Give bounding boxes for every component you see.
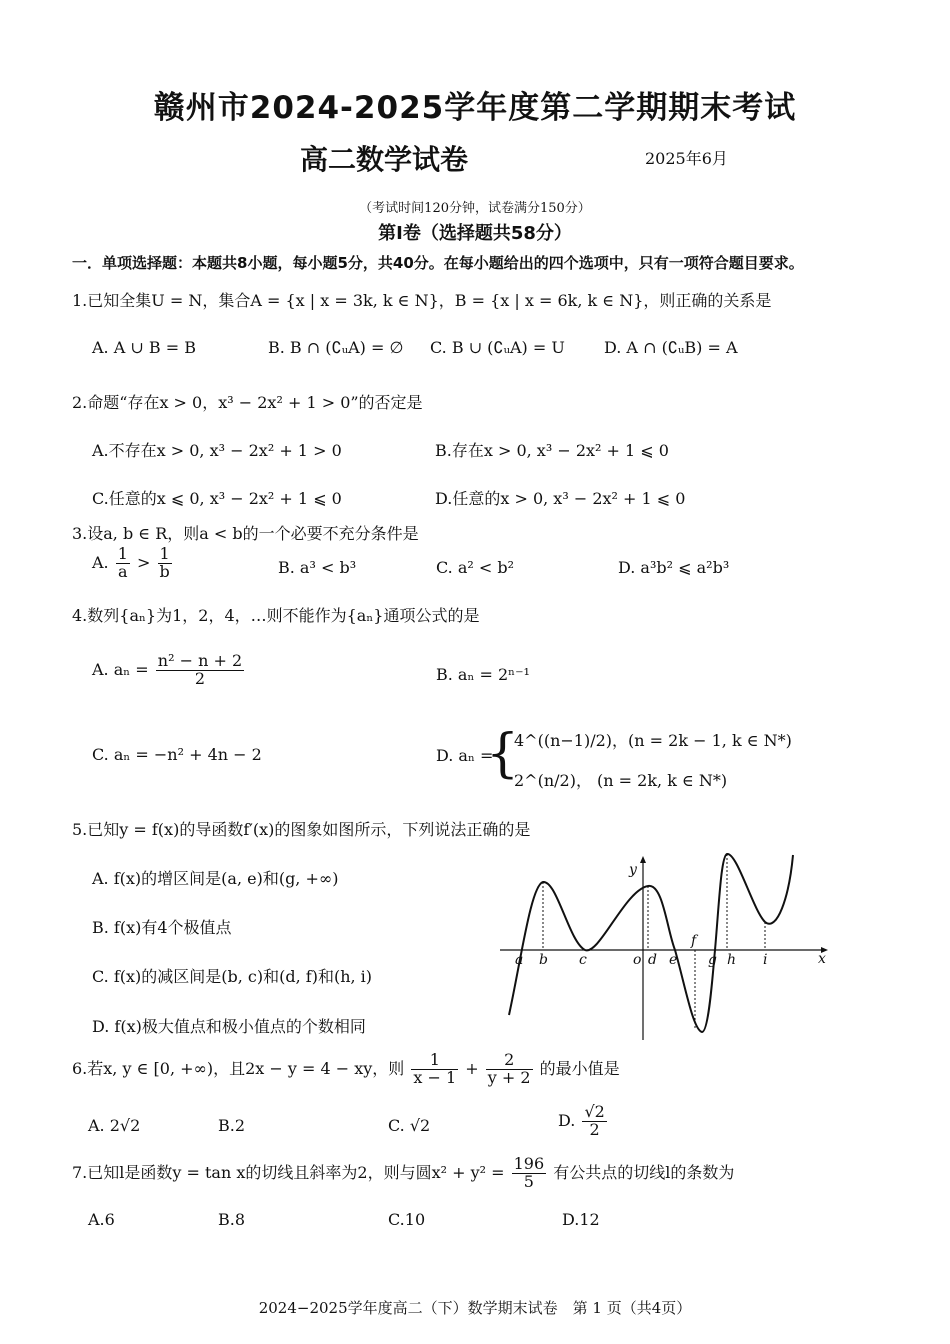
- q6-fraction-1: [411, 1052, 458, 1087]
- q3-option-a: [92, 546, 174, 581]
- q4-option-b: B. aₙ = 2ⁿ⁻¹: [436, 665, 530, 684]
- question-2-stem: 2.命题“存在x > 0，x³ − 2x² + 1 > 0”的否定是: [72, 393, 423, 412]
- q1-option-d: D. A ∩ (∁ᵤB) = A: [604, 338, 738, 357]
- question-1-stem: 1.已知全集U = N，集合A = {x | x = 3k, k ∈ N}，B = {x | x = 6k, k ∈ N}，则正确的关系是: [72, 291, 772, 310]
- q2-option-c: C.任意的x ⩽ 0, x³ − 2x² + 1 ⩽ 0: [92, 489, 342, 508]
- q6-option-d: [558, 1104, 609, 1139]
- q7-fraction: [512, 1156, 547, 1191]
- graph-y-label: y: [629, 862, 637, 878]
- q4d-brace: {: [486, 724, 520, 784]
- graph-label-b: b: [539, 952, 548, 968]
- q4a-fraction: [156, 653, 244, 688]
- q6-plus: +: [465, 1058, 479, 1078]
- q4d-case-2: 2^(n/2)， (n = 2k, k ∈ N*): [514, 771, 728, 790]
- q6-den-2: y + 2: [487, 1067, 531, 1087]
- q6-num-1: 1: [411, 1052, 458, 1070]
- q3-option-c: C. a² < b²: [436, 558, 515, 577]
- q7-option-d: D.12: [562, 1210, 600, 1229]
- question-4-stem: 4.数列{aₙ}为1，2，4，…则不能作为{aₙ}通项公式的是: [72, 606, 480, 625]
- q7-stem-text: 7.已知l是函数y = tan x的切线且斜率为2，则与圆x² + y² =: [72, 1162, 505, 1182]
- q6-stem-tail: 的最小值是: [539, 1058, 620, 1078]
- q4-option-a-label: A. aₙ =: [92, 659, 149, 679]
- q5-option-d: D. f(x)极大值点和极小值点的个数相同: [92, 1017, 366, 1036]
- q6-den-1: x − 1: [413, 1067, 457, 1087]
- q3a-num-2: 1: [158, 546, 172, 564]
- exam-subtitle: 高二数学试卷: [300, 143, 469, 176]
- q4-option-c: C. aₙ = −n² + 4n − 2: [92, 745, 262, 764]
- question-6-stem: [72, 1052, 620, 1087]
- q6-option-a: A. 2√2: [88, 1116, 141, 1135]
- graph-x-label: x: [818, 951, 826, 967]
- derivative-curve: [509, 854, 793, 1032]
- q5-option-c: C. f(x)的减区间是(b, c)和(d, f)和(h, i): [92, 967, 373, 986]
- graph-label-h: h: [727, 952, 737, 968]
- q2-option-d: D.任意的x > 0, x³ − 2x² + 1 ⩽ 0: [435, 489, 686, 508]
- q3-option-a-label: A.: [92, 552, 109, 572]
- q5-option-b: B. f(x)有4个极值点: [92, 918, 232, 937]
- graph-label-i: i: [763, 952, 768, 968]
- exam-note: （考试时间120分钟，试卷满分150分）: [359, 201, 591, 216]
- q7-option-a: A.6: [88, 1210, 115, 1229]
- question-7-stem: [72, 1156, 734, 1191]
- q7-den: 5: [523, 1171, 534, 1191]
- q1-option-b: B. B ∩ (∁ᵤA) = ∅: [268, 338, 404, 357]
- q3a-gt: >: [137, 552, 151, 572]
- q6d-fraction: [582, 1104, 606, 1139]
- q4a-den: 2: [194, 668, 206, 688]
- graph-label-c: c: [579, 952, 587, 968]
- q6-option-d-label: D.: [558, 1110, 576, 1130]
- q2-option-b: B.存在x > 0, x³ − 2x² + 1 ⩽ 0: [435, 441, 669, 460]
- q7-option-c: C.10: [388, 1210, 426, 1229]
- y-axis-arrow: [640, 856, 646, 863]
- q4d-case-1: 4^((n−1)/2)，(n = 2k − 1, k ∈ N*): [514, 731, 792, 750]
- question-3-stem: 3.设a, b ∈ R，则a < b的一个必要不充分条件是: [72, 524, 419, 543]
- q6-num-2: 2: [486, 1052, 533, 1070]
- q6-fraction-2: [486, 1052, 533, 1087]
- q4-option-a: [92, 653, 246, 688]
- q3-option-d: D. a³b² ⩽ a²b³: [618, 558, 730, 577]
- q6d-num: √2: [584, 1102, 605, 1121]
- q4a-num: n² − n + 2: [157, 651, 243, 670]
- q6-option-b: B.2: [218, 1116, 246, 1135]
- volume-heading: 第I卷（选择题共58分）: [378, 223, 572, 244]
- q3a-den-2: b: [159, 561, 170, 581]
- graph-label-d: d: [648, 952, 657, 968]
- graph-label-g: g: [708, 952, 717, 968]
- graph-label-f: f: [691, 933, 697, 949]
- q7-option-b: B.8: [218, 1210, 246, 1229]
- graph-label-e: e: [669, 952, 678, 968]
- q1-option-c: C. B ∪ (∁ᵤA) = U: [430, 338, 565, 357]
- q6-stem-text: 6.若x, y ∈ [0, +∞)，且2x − y = 4 − xy，则: [72, 1058, 405, 1078]
- section-heading: 一．单项选择题：本题共8小题，每小题5分，共40分。在每小题给出的四个选项中，只有一项符合题目要求。: [72, 254, 804, 272]
- q3a-num-1: 1: [117, 544, 128, 563]
- question-5-stem: 5.已知y = f(x)的导函数f′(x)的图象如图所示，下列说法正确的是: [72, 820, 531, 839]
- q2-option-a: A.不存在x > 0, x³ − 2x² + 1 > 0: [92, 441, 342, 460]
- q4-option-d-label: D. aₙ =: [436, 746, 494, 765]
- exam-title: 赣州市2024-2025学年度第二学期期末考试: [153, 90, 797, 126]
- q7-stem-tail: 有公共点的切线l的条数为: [553, 1162, 735, 1182]
- q3a-fraction-1: [116, 546, 130, 581]
- q3-option-b: B. a³ < b³: [278, 558, 357, 577]
- graph-origin-label: o: [633, 952, 642, 968]
- q1-option-a: A. A ∪ B = B: [92, 338, 196, 357]
- q3a-den-1: a: [118, 561, 128, 581]
- q6-option-c: C. √2: [388, 1116, 431, 1135]
- q3a-fraction-2: [158, 546, 172, 581]
- q7-num: 196: [513, 1154, 545, 1173]
- q5-option-a: A. f(x)的增区间是(a, e)和(g, +∞): [92, 869, 339, 888]
- page-footer: 2024−2025学年度高二（下）数学期末试卷 第 1 页（共4页）: [258, 1299, 692, 1317]
- q6d-den: 2: [589, 1119, 600, 1139]
- graph-label-a: a: [515, 952, 524, 968]
- exam-date: 2025年6月: [645, 149, 728, 168]
- derivative-graph: [495, 850, 835, 1045]
